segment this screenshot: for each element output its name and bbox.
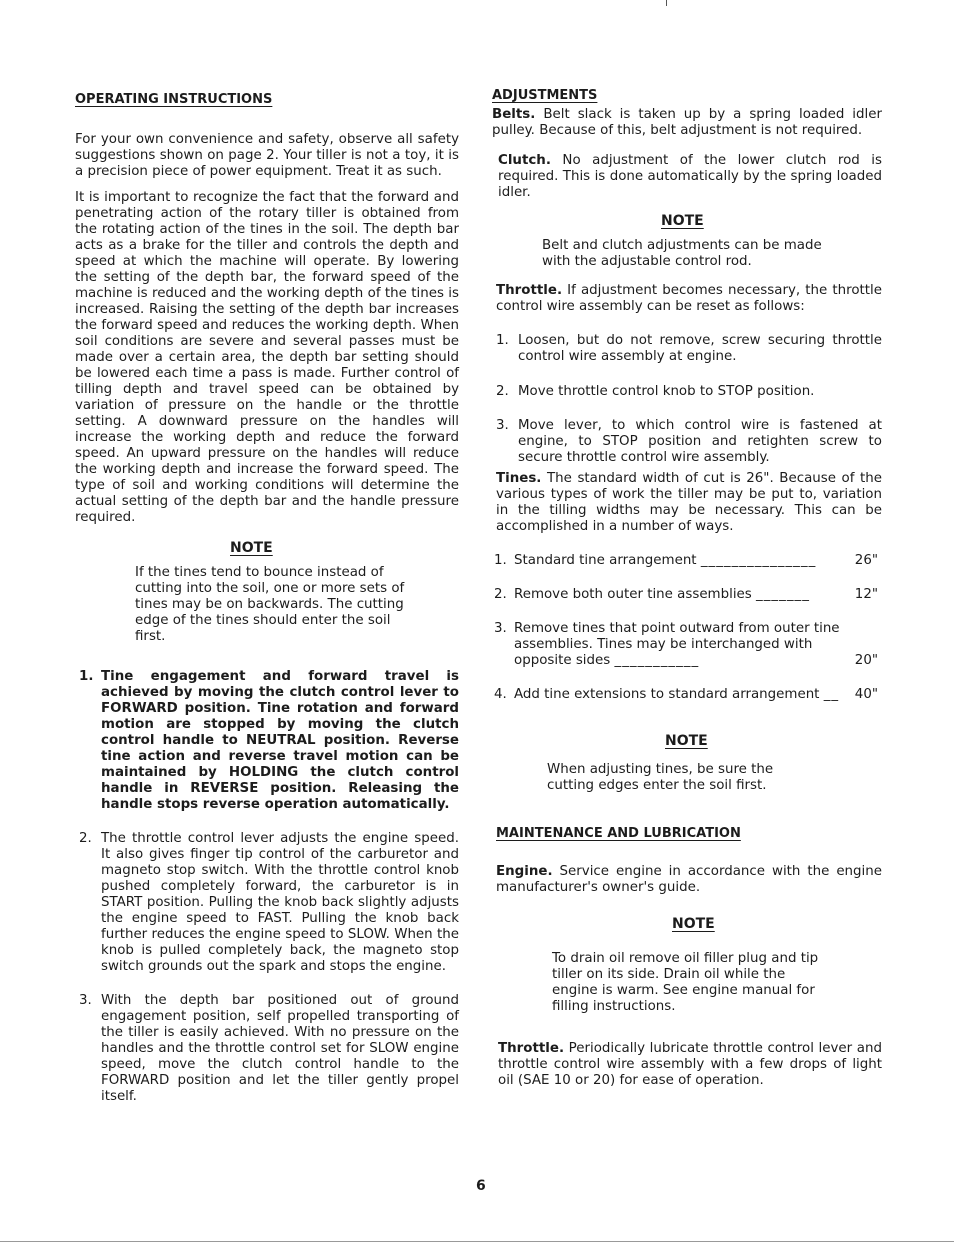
throttle-text: If adjustment becomes necessary, the throttle control wire assembly can be reset as follows: (496, 283, 882, 314)
note-box (492, 916, 882, 1015)
list-item (75, 831, 459, 975)
depth-bar-paragraph: It is important to recognize the fact that the forward and penetrating action of the rotary tiller is obtained from the rotating action of the tines in the soil. The depth bar acts as a brake for the tiller and controls the depth and speed at which the machine will operate. By lowering the setting of the depth bar, the forward speed of the machine is reduced and the working depth of the tines is increased. Raising the setting of the depth bar increases the forward speed and reduces the working depth. When soil conditions are severe and several passes must be made over a certain area, the depth bar setting should be lowered each time a pass is made. Further control of tilling depth and travel speed can be obtained by variation of pressure on the handle or the throttle setting. A downward pressure on the handles will increase the working depth and reduce the forward speed. An upward pressure on the handles will reduce the working depth and increase the forward speed. The type of soil and working conditions will determine the actual setting of the depth bar and the handle pressure required. (75, 190, 459, 525)
clutch-text: No adjustment of the lower clutch rod is required. This is done automatically by the spring loaded idler. (498, 153, 882, 200)
note-title: NOTE (230, 540, 273, 556)
note-title: NOTE (665, 733, 708, 749)
list-item (492, 553, 882, 569)
item-number: 2. (494, 587, 507, 602)
item-number: 1. (494, 553, 507, 568)
item-number: 4. (494, 687, 507, 702)
maintenance-heading: MAINTENANCE AND LUBRICATION (496, 826, 741, 841)
dashed-leader: _______ (756, 587, 810, 602)
note-body: When adjusting tines, be sure the cutting edges enter the soil first. (547, 762, 774, 793)
engine-text: Service engine in accordance with the engine manufacturer's owner's guide. (496, 864, 882, 895)
note-box (492, 733, 882, 794)
note-body: If the tines tend to bounce instead of cutting into the soil, one or more sets of tines may be on backwards. The cutting edge of the tines should enter the soil first. (135, 565, 405, 644)
note-box (75, 540, 459, 645)
list-item (492, 384, 882, 400)
operating-instructions-heading: OPERATING INSTRUCTIONS (75, 92, 273, 107)
item-text: The throttle control lever adjusts the engine speed. It also gives finger tip control of the carburetor and magneto stop switch. With the throttle control knob pushed completely forward, the carburetor is in START position. Pulling the knob back slightly adjusts the engine speed to FAST. Pulling the knob back further reduces the engine speed to SLOW. When the knob is pulled completely back, the magneto stop switch grounds out the spark and stops the engine. (101, 831, 459, 974)
belts-label: Belts. (492, 107, 536, 122)
item-number: 1. (496, 333, 509, 348)
engine-paragraph (492, 864, 882, 896)
item-number: 3. (494, 621, 507, 636)
list-item (492, 687, 882, 703)
tines-label: Tines. (496, 471, 542, 486)
item-text: Loosen, but do not remove, screw securing throttle control wire assembly at engine. (518, 333, 882, 364)
item-text: Move lever, to which control wire is fastened at engine, to STOP position and retighten screw to secure throttle control wire assembly. (518, 418, 882, 465)
list-item (492, 621, 882, 669)
note-body: To drain oil remove oil filler plug and tip tiller on its side. Drain oil while the engine is warm. See engine manual for filling instructions. (552, 951, 819, 1014)
tine-width: 20" (854, 653, 878, 668)
list-item (75, 993, 459, 1105)
scan-mark (666, 0, 667, 6)
tine-width: 26" (854, 553, 878, 568)
throttle-label: Throttle. (496, 283, 563, 298)
tines-paragraph (492, 471, 882, 535)
operating-steps-list (75, 669, 459, 1105)
belts-paragraph (492, 107, 882, 139)
clutch-label: Clutch. (498, 153, 551, 168)
item-number: 2. (79, 831, 92, 846)
bottom-edge-line (0, 1241, 954, 1242)
throttle-lubrication-paragraph (492, 1041, 882, 1089)
tine-options-list (492, 553, 882, 703)
engine-label: Engine. (496, 864, 553, 879)
note-body: Belt and clutch adjustments can be made with the adjustable control rod. (542, 238, 822, 269)
tines-text: The standard width of cut is 26". Because of the various types of work the tiller may be put to, variation in the tilling widths may be necessary. This can be accomplished in a number of ways. (496, 471, 882, 534)
tine-width: 40" (854, 687, 878, 702)
tine-width: 12" (854, 587, 878, 602)
left-column (75, 92, 459, 1105)
throttle-label: Throttle. (498, 1041, 565, 1056)
item-text: Add tine extensions to standard arrangement (514, 687, 820, 702)
clutch-paragraph (492, 153, 882, 201)
item-number: 3. (496, 418, 509, 433)
note-box (492, 213, 882, 270)
item-text: Remove tines that point outward from outer tine assemblies. Tines may be interchanged with opposite sides (514, 621, 840, 668)
throttle-paragraph (492, 283, 882, 315)
item-number: 3. (79, 993, 92, 1008)
dashed-leader: _______________ (700, 553, 817, 568)
item-number: 2. (496, 384, 509, 399)
list-item (492, 333, 882, 365)
right-column (492, 88, 882, 1089)
safety-paragraph: For your own convenience and safety, observe all safety suggestions shown on page 2. Your tiller is not a toy, it is a precision piece of power equipment. Treat it as such. (75, 132, 459, 179)
item-number: 1. (79, 669, 94, 684)
list-item (492, 587, 882, 603)
item-text: Tine engagement and forward travel is achieved by moving the clutch control lever to FORWARD position. Tine rotation and forward motion are stopped by moving the clutch control handle to NEUTRAL position. Reverse tine action and reverse travel motion can be maintained by HOLDING the clutch control handle in REVERSE position. Releasing the handle stops reverse operation automatically. (101, 669, 459, 812)
note-title: NOTE (672, 916, 715, 932)
throttle-steps-list (492, 333, 882, 466)
dashed-leader: ___________ (614, 653, 700, 668)
list-item (492, 418, 882, 466)
throttle-lubrication-text: Periodically lubricate throttle control lever and throttle control wire assembly with a few drops of light oil (SAE 10 or 20) for ease of operation. (498, 1041, 882, 1088)
list-item (75, 669, 459, 813)
note-title: NOTE (661, 213, 704, 229)
item-text: With the depth bar positioned out of ground engagement position, self propelled transporting of the tiller is easily achieved. With no pressure on the handles and the throttle control set for SLOW engine speed, move the clutch control handle to the FORWARD position and let the tiller gently propel itself. (101, 993, 459, 1104)
page-number: 6 (476, 1178, 486, 1194)
item-text: Move throttle control knob to STOP position. (518, 384, 815, 399)
adjustments-heading: ADJUSTMENTS (492, 88, 598, 103)
dashed-leader: __ (823, 687, 840, 702)
belts-text: Belt slack is taken up by a spring loaded idler pulley. Because of this, belt adjustment is not required. (492, 107, 882, 138)
item-text: Standard tine arrangement (514, 553, 697, 568)
item-text: Remove both outer tine assemblies (514, 587, 752, 602)
